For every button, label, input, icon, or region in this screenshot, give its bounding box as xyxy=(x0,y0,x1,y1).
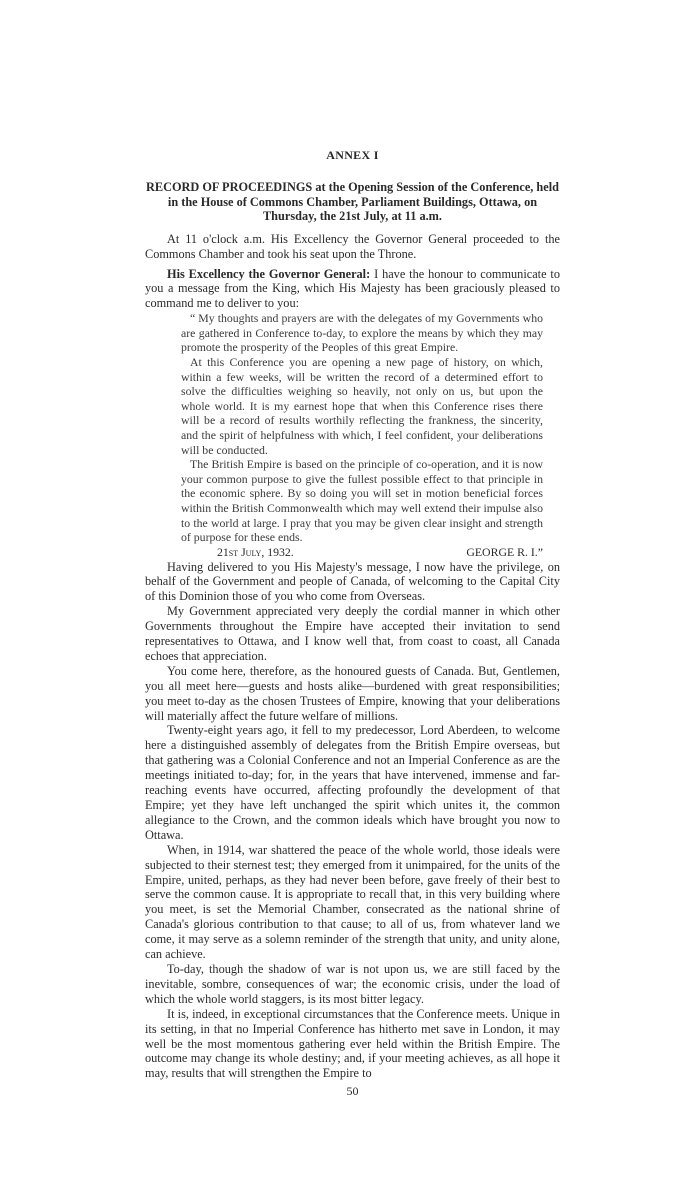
body-paragraph: My Government appreciated very deeply the cordial manner in which other Governments throughout the Empire have accepted their invitation to send representatives to Ottawa, and I know well that, from coast to coast, all Canada echoes that appreciation. xyxy=(145,604,560,663)
body-paragraph: It is, indeed, in exceptional circumstances that the Conference meets. Unique in its setting, in that no Imperial Conference has hitherto met save in London, it may well be the most momentous gathering ever held within the British Empire. The outcome may change its whole destiny; and, if your meeting achieves, as all hope it may, results that will strengthen the Empire to xyxy=(145,1006,560,1081)
intro-paragraph: At 11 o'clock a.m. His Excellency the Governor General proceeded to the Commons Chamber and took his seat upon the Throne. xyxy=(145,231,560,261)
message-date: 21st July, 1932. xyxy=(217,544,294,559)
body-paragraph: When, in 1914, war shattered the peace of the whole world, those ideals were subjected to their sternest test; they emerged from it unimpaired, for the units of the Empire, united, perhaps, as they had never been before, gave freely of their best to serve the common cause. It is appropriate to recall that, in this very building where you meet, is set the Memorial Chamber, consecrated as the national shrine of Canada's glorious contribution to that cause; to all of us, from whatever land we come, it may serve as a solemn reminder of the strength that unity, and unity alone, can achieve. xyxy=(145,842,560,962)
speaker-paragraph xyxy=(145,267,560,312)
document-page xyxy=(145,148,560,1099)
kings-message xyxy=(181,311,543,545)
body-paragraph: Having delivered to you His Majesty's message, I now have the privilege, on behalf of the Government and people of Canada, of welcoming to the Capital City of this Dominion those of you who come from Overseas. xyxy=(145,559,560,604)
record-heading: RECORD OF PROCEEDINGS at the Opening Session of the Conference, held in the House of Commons Chamber, Parliament Buildings, Ottawa, on Thursday, the 21st July, at 11 a.m. xyxy=(146,179,559,224)
message-paragraph: At this Conference you are opening a new page of history, on which, within a few weeks, will be written the record of a determined effort to solve the difficulties weighing so heavily, not only on us, but upon the whole world. It is my earnest hope that when this Conference rises there will be a record of results worthily reflecting the frankness, the sincerity, and the spirit of helpfulness with which, I feel confident, your deliberations will be conducted. xyxy=(181,355,543,457)
speaker-text: I have the honour to communicate to you a message from the King, which His Majesty has been graciously pleased to command me to deliver to you: xyxy=(145,266,560,311)
body-paragraph: You come here, therefore, as the honoured guests of Canada. But, Gentlemen, you all meet here—guests and hosts alike—burdened with great responsibilities; you meet to-day as the chosen Trustees of Empire, knowing that your deliberations will materially affect the future welfare of millions. xyxy=(145,663,560,723)
speaker-label: His Excellency the Governor General: xyxy=(167,266,371,281)
annex-title: ANNEX I xyxy=(326,148,379,162)
message-paragraph: “ My thoughts and prayers are with the delegates of my Governments who are gathered in Conference to-day, to explore the means by which they may promote the prosperity of the Peoples of this great Empire. xyxy=(181,311,543,355)
body-paragraph: To-day, though the shadow of war is not upon us, we are still faced by the inevitable, sombre, consequences of war; the economic crisis, under the load of which the whole world staggers, is its most bitter legacy. xyxy=(145,961,560,1006)
page-number: 50 xyxy=(346,1084,359,1099)
message-signature-line xyxy=(217,545,543,560)
body-paragraph: Twenty-eight years ago, it fell to my predecessor, Lord Aberdeen, to welcome here a distinguished assembly of delegates from the British Empire overseas, but that gathering was a Colonial Conference and not an Imperial Conference as are the meetings initiated to-day; for, in the years that have intervened, immense and far-reaching events have occurred, affecting profoundly the development of that Empire; yet they have left unchanged the spirit which unites it, the common allegiance to the Crown, and the common ideals which have brought you now to Ottawa. xyxy=(145,723,560,842)
message-paragraph: The British Empire is based on the principle of co-operation, and it is now your common purpose to give the fullest possible effect to that principle in the economic sphere. By so doing you will set in motion beneficial forces within the British Commonwealth which may well extend their impulse also to the world at large. I pray that you may be given clear insight and strength of purpose for these ends. xyxy=(181,457,543,545)
message-signature: GEORGE R. I.” xyxy=(466,544,543,559)
